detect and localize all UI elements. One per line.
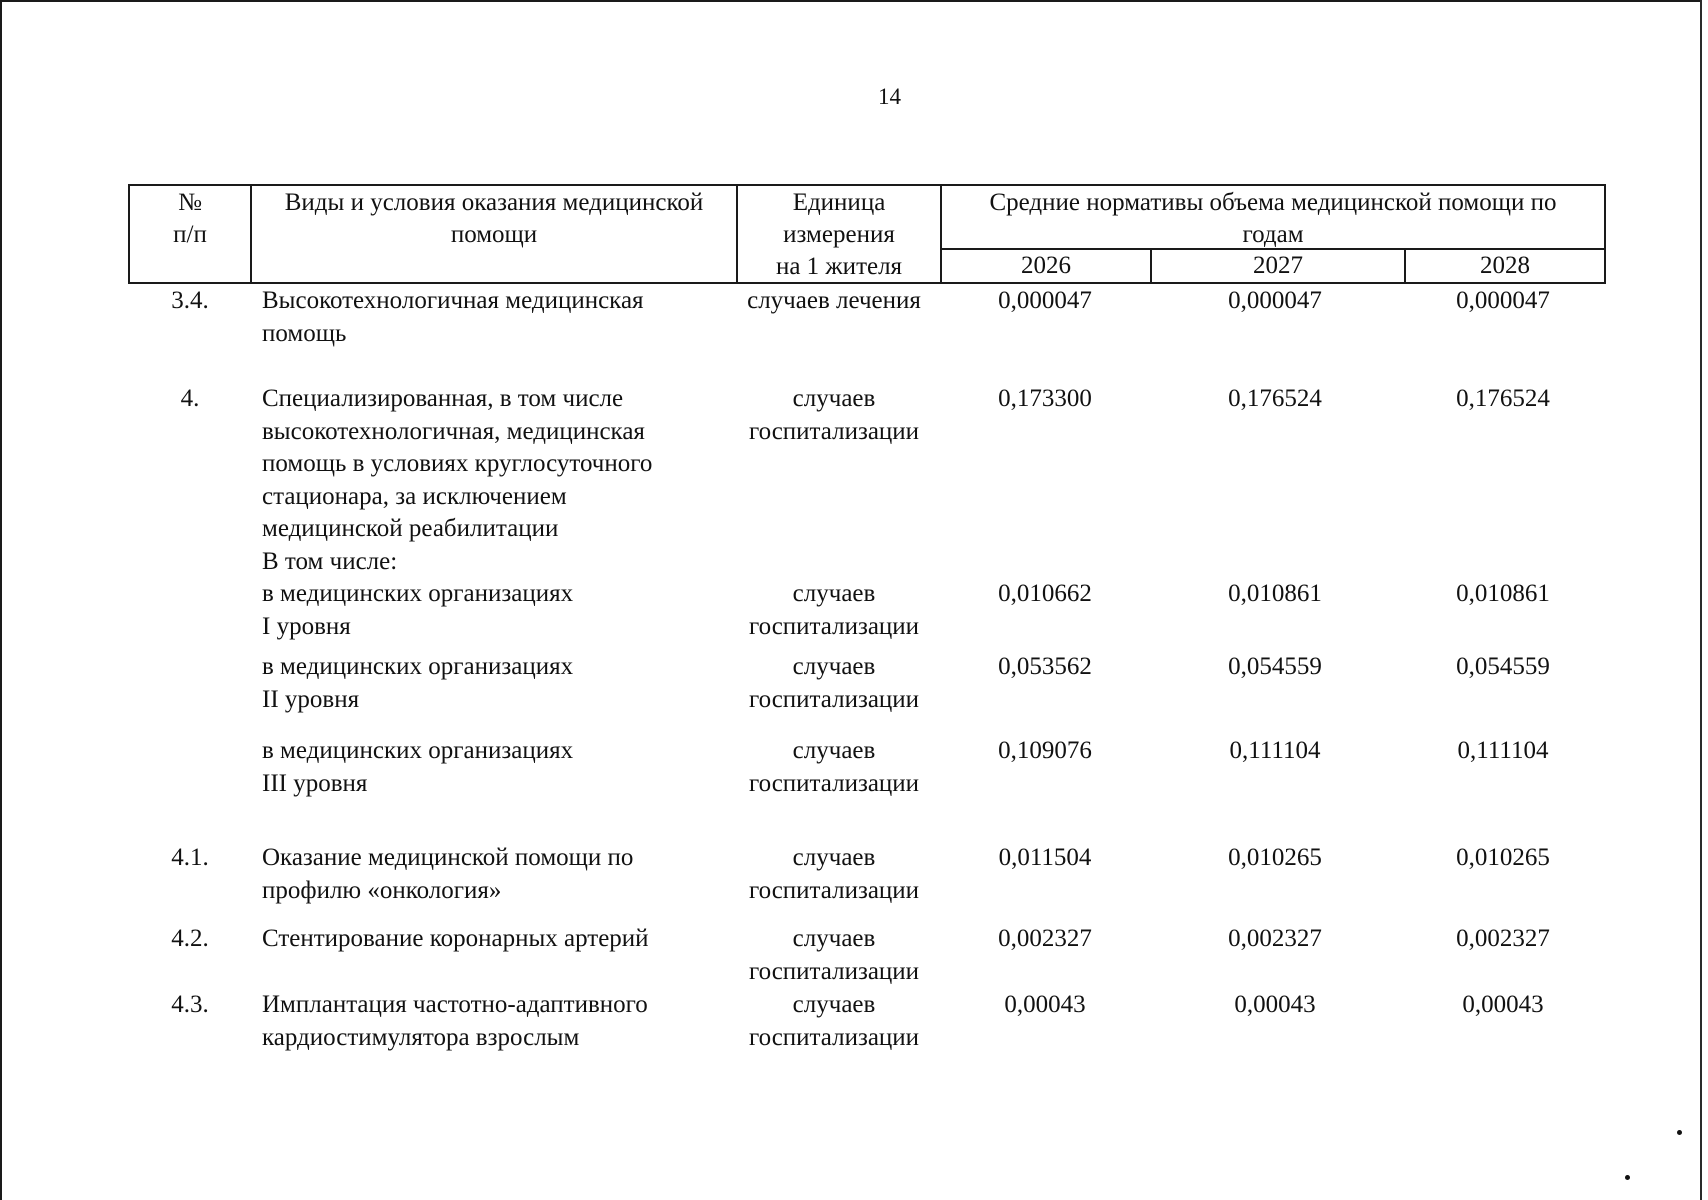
row-value-2026: 0,00043 [1004,991,1086,1018]
row-value-2027: 0,010861 [1228,580,1322,607]
row-unit: случаев госпитализации [748,991,920,1051]
row-unit: случаев лечения [747,287,921,314]
scan-edge-top [0,0,1700,2]
row-unit: случаев госпитализации [748,737,920,797]
row-value-2028: 0,176524 [1456,385,1550,412]
header-num: № п/п [173,189,207,248]
row-value-2027: 0,010265 [1228,844,1322,871]
row-name: в медицинских организациях II уровня [262,653,574,713]
row-value-2028: 0,054559 [1456,653,1550,680]
header-year-2026: 2026 [1021,252,1071,279]
row-value-2026: 0,109076 [998,737,1092,764]
row-unit: случаев госпитализации [748,580,920,640]
row-value-2026: 0,053562 [998,653,1092,680]
row-value-2026: 0,173300 [998,385,1092,412]
row-value-2026: 0,000047 [998,287,1092,314]
header-year-2027: 2027 [1253,252,1303,279]
row-value-2028: 0,00043 [1462,991,1544,1018]
row-value-2027: 0,176524 [1228,385,1322,412]
scan-edge-right [1700,0,1702,1200]
row-value-2028: 0,111104 [1457,737,1549,764]
row-name: Имплантация частотно-адаптивного кардиостимулятора взрослым [262,991,648,1051]
row-number: 4.2. [171,925,209,952]
header-right-line [1604,184,1606,284]
row-value-2027: 0,00043 [1234,991,1316,1018]
scan-speck [1625,1175,1630,1180]
header-unit: Единица измерения на 1 жителя [775,189,903,280]
row-name: Высокотехнологичная медицинская помощь [262,287,644,347]
page-number: 14 [878,84,901,109]
row-value-2026: 0,002327 [998,925,1092,952]
row-name: Специализированная, в том числе высокотехнологичная, медицинская помощь в условиях круглосуточного стационара, за исключением медицинской реабилитации В том числе: [262,385,653,575]
row-number: 4.1. [171,844,209,871]
row-unit: случаев госпитализации [748,653,920,713]
row-value-2028: 0,002327 [1456,925,1550,952]
row-value-2028: 0,010861 [1456,580,1550,607]
row-value-2027: 0,111104 [1229,737,1321,764]
row-value-2027: 0,002327 [1228,925,1322,952]
header-name: Виды и условия оказания медицинской помощи [284,189,704,248]
header-year-2028: 2028 [1480,252,1530,279]
row-number: 3.4. [171,287,209,314]
row-number: 4.3. [171,991,209,1018]
table-header [128,184,1606,284]
scan-speck [1677,1130,1682,1135]
row-unit: случаев госпитализации [748,844,920,904]
scan-edge-left [0,0,2,1200]
row-value-2028: 0,010265 [1456,844,1550,871]
row-name: Стентирование коронарных артерий [262,925,649,952]
row-name: в медицинских организациях III уровня [262,737,574,797]
row-value-2026: 0,010662 [998,580,1092,607]
header-group: Средние нормативы объема медицинской помощи по годам [989,189,1557,248]
row-number: 4. [180,385,200,412]
row-name: Оказание медицинской помощи по профилю «онкология» [262,844,634,904]
row-value-2027: 0,000047 [1228,287,1322,314]
row-unit: случаев госпитализации [748,925,920,985]
row-value-2026: 0,011504 [998,844,1092,871]
row-unit: случаев госпитализации [748,385,920,445]
row-name: в медицинских организациях I уровня [262,580,574,640]
row-value-2028: 0,000047 [1456,287,1550,314]
header-top-line [128,184,1606,186]
row-value-2027: 0,054559 [1228,653,1322,680]
